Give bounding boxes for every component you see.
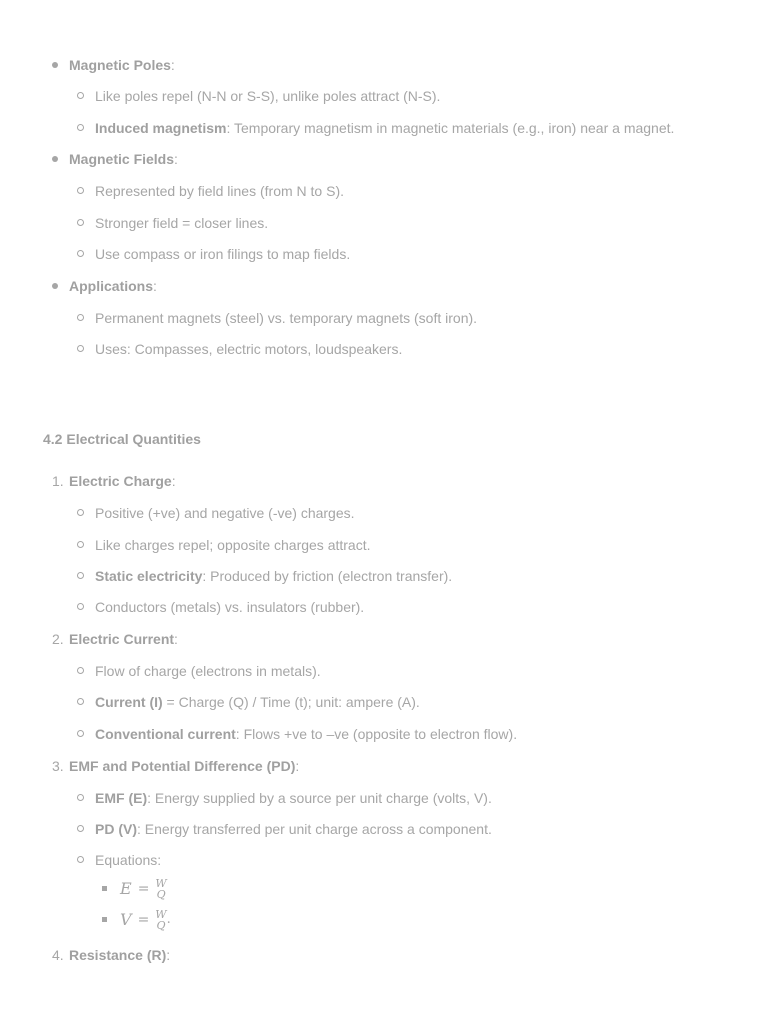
equation-emf xyxy=(120,877,167,901)
item-colon: : xyxy=(295,758,300,774)
list-item-magnetic-poles xyxy=(69,56,175,74)
bullet-circle xyxy=(77,314,84,321)
sub-item xyxy=(95,693,420,711)
item-number: 3. xyxy=(52,758,64,774)
sub-item-text: Permanent magnets (steel) vs. temporary magnets (soft iron). xyxy=(95,310,478,326)
numbered-item-electric-charge xyxy=(52,472,176,490)
bullet-disc xyxy=(52,283,58,289)
bullet-circle xyxy=(77,794,84,801)
sub-item xyxy=(95,851,161,869)
fraction-denominator: Q xyxy=(156,919,166,932)
sub-item-text: : Energy supplied by a source per unit charge (volts, V). xyxy=(147,790,492,806)
bullet-disc xyxy=(52,62,58,68)
sub-item xyxy=(95,725,517,743)
bullet-circle xyxy=(77,572,84,579)
sub-item xyxy=(95,309,477,327)
item-number: 4. xyxy=(52,947,64,963)
bullet-circle xyxy=(77,219,84,226)
item-title: Resistance (R) xyxy=(69,947,167,963)
sub-item-text: Like charges repel; opposite charges attract. xyxy=(95,537,371,553)
sub-item-bold: Induced magnetism xyxy=(95,120,227,136)
sub-item-text: Equations: xyxy=(95,852,162,868)
sub-item xyxy=(95,789,492,807)
item-colon: : xyxy=(171,473,176,489)
bullet-circle xyxy=(77,856,84,863)
sub-item xyxy=(95,598,364,616)
sub-item-text: : Energy transferred per unit charge across a component. xyxy=(137,821,492,837)
bullet-circle xyxy=(77,698,84,705)
sub-item-text: Uses: Compasses, electric motors, loudspeakers. xyxy=(95,341,403,357)
sub-item-bold: Current (I) xyxy=(95,694,163,710)
bullet-square xyxy=(102,886,107,891)
formula-lhs: E xyxy=(120,879,132,898)
sub-item xyxy=(95,340,402,358)
sub-item-text: : Produced by friction (electron transfer). xyxy=(202,568,453,584)
formula xyxy=(120,877,167,901)
item-title: EMF and Potential Difference (PD) xyxy=(69,758,296,774)
item-title: Electric Charge xyxy=(69,473,172,489)
bullet-circle xyxy=(77,603,84,610)
sub-item-text: Use compass or iron filings to map fields. xyxy=(95,246,351,262)
sub-item-bold: PD (V) xyxy=(95,821,137,837)
bullet-circle xyxy=(77,92,84,99)
numbered-item-electric-current xyxy=(52,630,178,648)
list-item-magnetic-fields xyxy=(69,150,178,168)
sub-item-bold: EMF (E) xyxy=(95,790,148,806)
sub-item xyxy=(95,567,452,585)
formula xyxy=(120,908,171,932)
item-colon: : xyxy=(174,631,178,647)
sub-item xyxy=(95,182,344,200)
sub-item-text: Positive (+ve) and negative (-ve) charges. xyxy=(95,505,355,521)
section-heading: 4.2 Electrical Quantities xyxy=(43,431,201,447)
item-title: Electric Current xyxy=(69,631,175,647)
formula-equals: = xyxy=(137,912,150,928)
sub-item-text: Conductors (metals) vs. insulators (rubber). xyxy=(95,599,365,615)
bullet-disc xyxy=(52,156,58,162)
bullet-circle xyxy=(77,187,84,194)
item-number: 2. xyxy=(52,631,64,647)
bullet-circle xyxy=(77,124,84,131)
sub-item xyxy=(95,504,355,522)
sub-item xyxy=(95,87,440,105)
sub-item-text: : Flows +ve to –ve (opposite to electron flow). xyxy=(235,726,518,742)
bullet-circle xyxy=(77,345,84,352)
sub-item-text: Stronger field = closer lines. xyxy=(95,215,269,231)
sub-item xyxy=(95,820,492,838)
sub-item-text: Represented by field lines (from N to S). xyxy=(95,183,344,199)
sub-item-bold: Static electricity xyxy=(95,568,203,584)
bullet-circle xyxy=(77,667,84,674)
item-colon: : xyxy=(166,947,171,963)
bullet-circle xyxy=(77,541,84,548)
fraction-numerator: W xyxy=(155,908,167,921)
sub-item xyxy=(95,119,674,137)
item-title: Magnetic Poles xyxy=(69,57,171,73)
bullet-circle xyxy=(77,250,84,257)
fraction-numerator: W xyxy=(155,877,167,890)
equation-pd xyxy=(120,908,171,932)
sub-item xyxy=(95,245,350,263)
formula-period: . xyxy=(166,912,171,927)
item-colon: : xyxy=(153,278,157,294)
bullet-circle xyxy=(77,730,84,737)
fraction xyxy=(155,878,166,900)
sub-item xyxy=(95,662,321,680)
numbered-item-resistance xyxy=(52,946,171,964)
sub-item-text: Flow of charge (electrons in metals). xyxy=(95,663,321,679)
fraction xyxy=(155,909,166,931)
item-title: Applications xyxy=(69,278,154,294)
numbered-item-emf-pd xyxy=(52,757,300,775)
formula-lhs: V xyxy=(120,910,132,929)
formula-equals: = xyxy=(137,881,150,897)
sub-item xyxy=(95,536,371,554)
sub-item-text: : Temporary magnetism in magnetic materials (e.g., iron) near a magnet. xyxy=(226,120,675,136)
item-colon: : xyxy=(174,151,178,167)
item-colon: : xyxy=(170,57,175,73)
sub-item-bold: Conventional current xyxy=(95,726,236,742)
bullet-circle xyxy=(77,509,84,516)
sub-item-text: Like poles repel (N-N or S-S), unlike poles attract (N-S). xyxy=(95,88,441,104)
bullet-square xyxy=(102,917,107,922)
fraction-denominator: Q xyxy=(156,888,166,901)
item-number: 1. xyxy=(52,473,64,489)
item-title: Magnetic Fields xyxy=(69,151,175,167)
sub-item xyxy=(95,214,268,232)
sub-item-text: = Charge (Q) / Time (t); unit: ampere (A). xyxy=(162,694,420,710)
bullet-circle xyxy=(77,825,84,832)
list-item-applications xyxy=(69,277,157,295)
